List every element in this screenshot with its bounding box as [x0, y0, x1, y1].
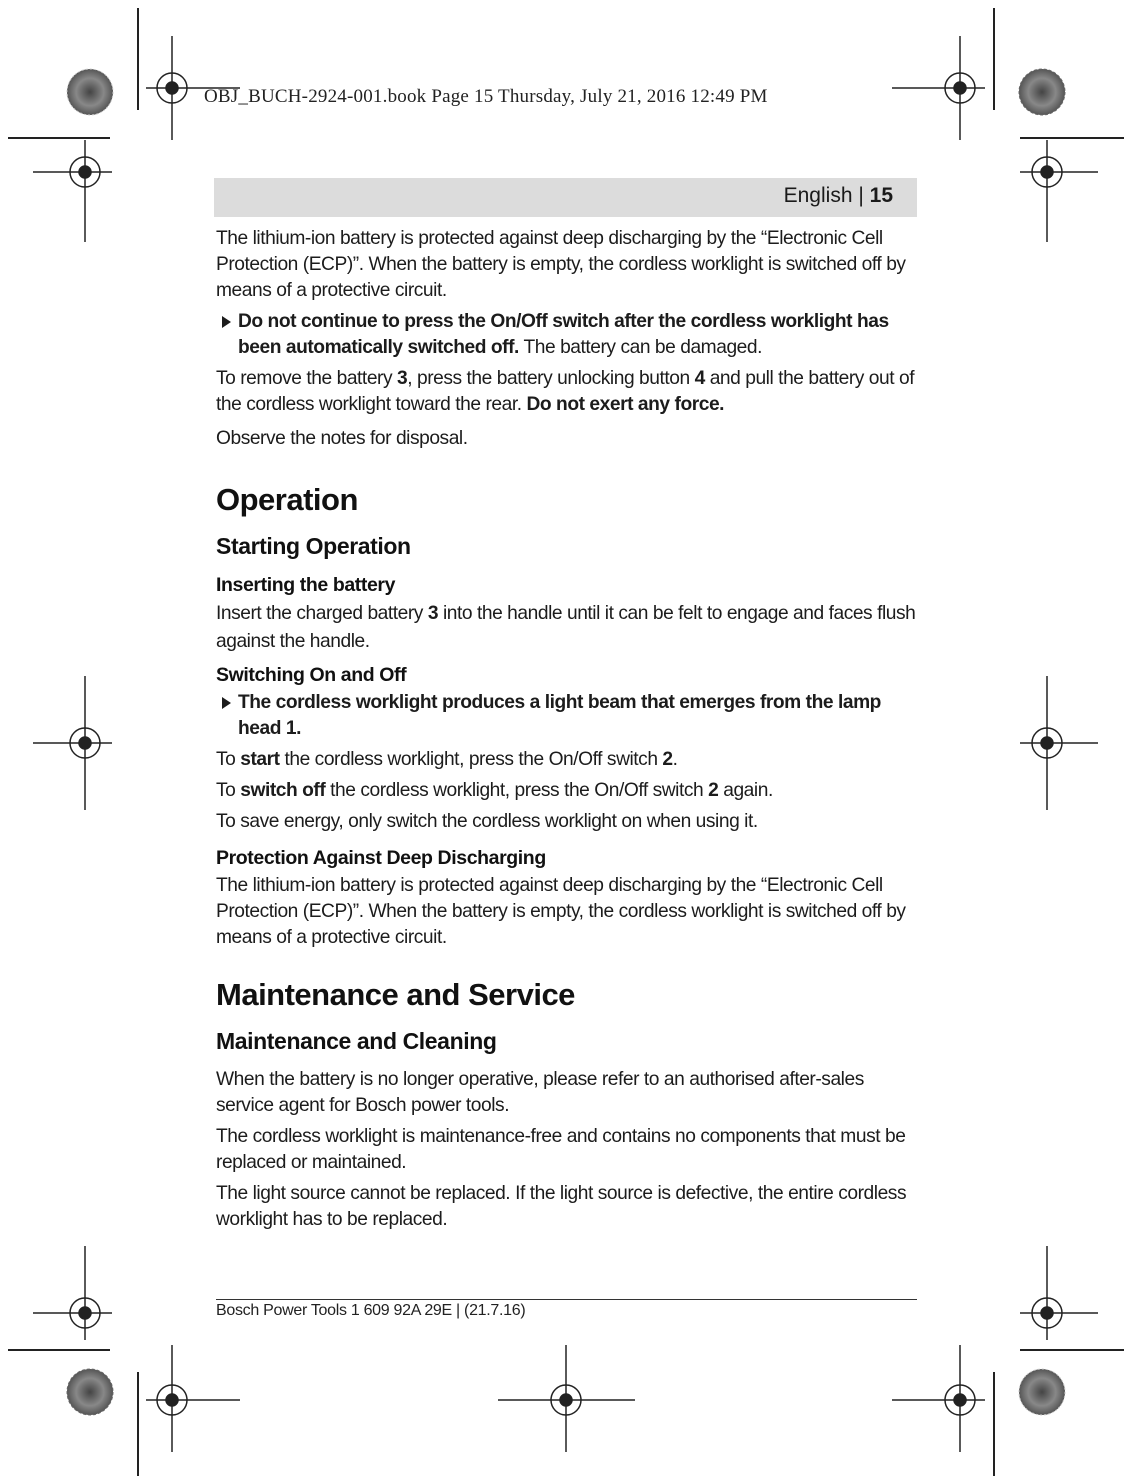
bullet-bold-text: The cordless worklight produces a light beam that emerges from the lamp head 1.	[238, 692, 881, 739]
color-rosette-icon	[1019, 69, 1065, 115]
reference-number: 3	[397, 368, 408, 389]
page-number: 15	[869, 184, 893, 207]
text-run: and pull the battery out of the cordless worklight toward the rear.	[216, 368, 915, 415]
paragraph: The lithium-ion battery is protected against deep discharging by the “Electronic Cell Protection (ECP)”. When the battery is empty, the cordless worklight is switched off by means of a protective circuit.	[216, 228, 906, 301]
color-rosette-icon	[67, 69, 113, 115]
reference-number: 4	[694, 368, 705, 389]
paragraph: Observe the notes for disposal.	[216, 428, 468, 449]
paragraph: The cordless worklight is maintenance-free and contains no components that must be replaced or maintained.	[216, 1126, 906, 1173]
registration-target-icon	[146, 1345, 240, 1452]
paragraph: The light source cannot be replaced. If the light source is defective, the entire cordless worklight has to be replaced.	[216, 1183, 907, 1230]
subsection-title: Starting Operation	[216, 533, 411, 559]
text-run: .	[672, 749, 678, 770]
page-content	[216, 226, 916, 1238]
registration-target-icon	[33, 1246, 112, 1340]
text-run: again.	[718, 780, 773, 801]
paragraph	[216, 366, 916, 418]
text-run: To	[216, 780, 241, 801]
reference-number: 2	[708, 780, 719, 801]
sub-subsection-title: Inserting the battery	[216, 574, 396, 596]
color-rosette-icon	[1019, 1369, 1065, 1415]
page-header	[214, 178, 917, 217]
header-label	[784, 184, 893, 208]
paragraph: The lithium-ion battery is protected against deep discharging by the “Electronic Cell Protection (ECP)”. When the battery is empty, the cordless worklight is switched off by means of a protective circuit.	[216, 875, 906, 948]
paragraph: When the battery is no longer operative, please refer to an authorised after-sales service agent for Bosch power tools.	[216, 1069, 864, 1116]
info-bullet	[216, 690, 916, 742]
bold-text: switch off	[240, 780, 326, 801]
section-title: Operation	[216, 482, 358, 517]
page-footer: Bosch Power Tools 1 609 92A 29E | (21.7.16)	[216, 1302, 526, 1319]
text-run: the cordless worklight, press the On/Off switch	[325, 780, 709, 801]
registration-target-icon	[1020, 1246, 1098, 1340]
registration-target-icon	[498, 1345, 635, 1452]
text-run: into the handle until it can be felt to engage and faces flush against the handle.	[216, 603, 916, 652]
registration-target-icon	[892, 36, 985, 140]
registration-target-icon	[33, 676, 112, 810]
bullet-triangle-icon	[222, 316, 231, 328]
paragraph	[216, 747, 916, 773]
sub-subsection-title: Switching On and Off	[216, 664, 407, 686]
text-run: Insert the charged battery	[216, 603, 428, 624]
text-run: , press the battery unlocking button	[407, 368, 695, 389]
section-title: Maintenance and Service	[216, 977, 575, 1012]
bold-text: start	[240, 749, 280, 770]
paragraph: To save energy, only switch the cordless worklight on when using it.	[216, 811, 758, 832]
text-run: To	[216, 749, 241, 770]
sub-subsection-title: Protection Against Deep Discharging	[216, 847, 546, 869]
registration-target-icon	[892, 1345, 985, 1452]
text-run: the cordless worklight, press the On/Off switch	[279, 749, 663, 770]
paragraph	[216, 600, 916, 656]
registration-target-icon	[1020, 676, 1098, 810]
bullet-bold-text: Do not continue to press the On/Off switch after the cordless worklight has been automatically switched off.	[238, 311, 889, 358]
registration-target-icon	[1020, 140, 1098, 242]
print-slug: OBJ_BUCH-2924-001.book Page 15 Thursday, July 21, 2016 12:49 PM	[204, 86, 768, 107]
bullet-triangle-icon	[222, 697, 231, 709]
header-language: English	[783, 184, 853, 207]
reference-number: 3	[427, 603, 439, 624]
bold-text: Do not exert any force.	[526, 394, 725, 415]
paragraph	[216, 778, 916, 804]
footer-rule	[216, 1299, 917, 1300]
reference-number: 2	[662, 749, 673, 770]
warning-bullet	[216, 309, 916, 361]
bullet-text: The battery can be damaged.	[518, 337, 762, 358]
registration-target-icon	[33, 140, 112, 242]
color-rosette-icon	[67, 1369, 113, 1415]
subsection-title: Maintenance and Cleaning	[216, 1028, 497, 1054]
header-separator: |	[852, 184, 870, 207]
text-run: To remove the battery	[216, 368, 397, 389]
